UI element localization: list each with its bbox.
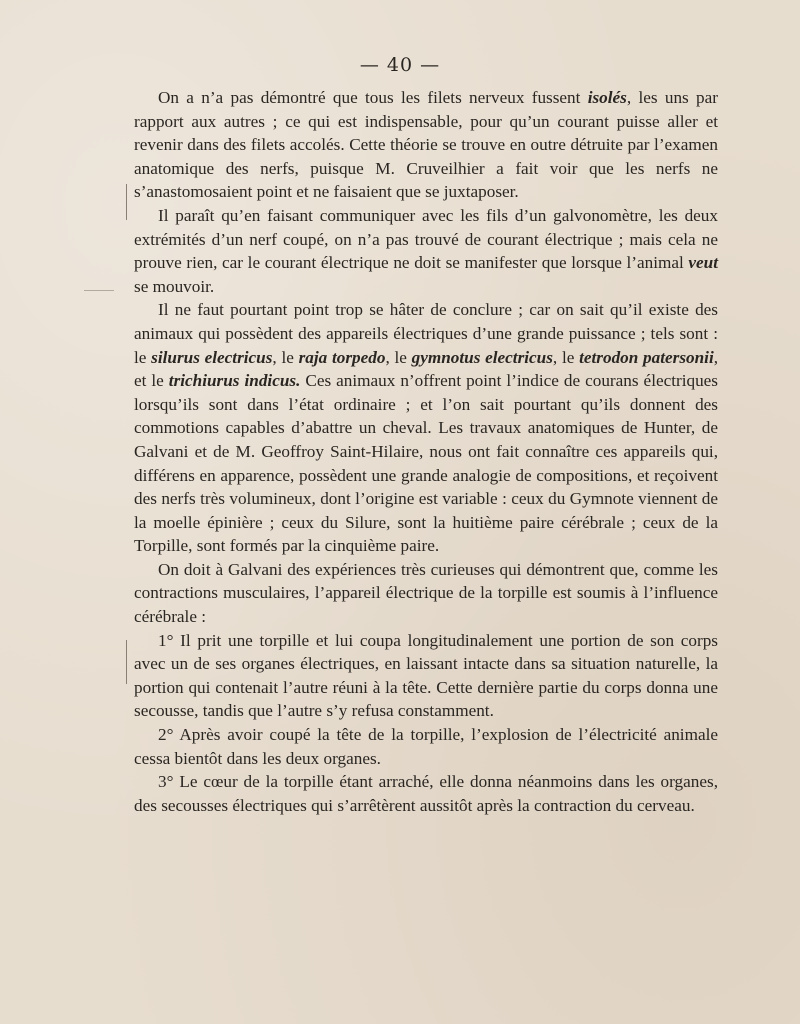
text-run: On a n’a pas démontré que tous les filets nerveux fussent xyxy=(158,88,588,107)
text-run: 2° Après avoir coupé la tête de la torpille, l’explosion de l’électricité animale cessa bientôt dans les deux organes. xyxy=(134,725,718,768)
paragraph xyxy=(134,298,718,558)
italic-term: trichiurus indicus. xyxy=(168,371,301,391)
text-run: , et le xyxy=(134,347,719,391)
text-run: Il paraît qu’en faisant communiquer avec les fils d’un galvonomètre, les deux extrémités d’un nerf coupé, on n’a pas trouvé de courant électrique ; mais cela ne prouve rien, car le courant électrique ne doit se manifester que lorsque l’animal xyxy=(134,205,718,273)
paragraph xyxy=(134,86,718,204)
text-run: , le xyxy=(552,347,580,367)
italic-term: raja torpedo xyxy=(298,347,386,367)
text-run: , le xyxy=(385,347,412,367)
margin-pencil-mark xyxy=(84,290,114,291)
paragraph xyxy=(134,770,718,817)
text-run: 3° Le cœur de la torpille étant arraché, elle donna néanmoins dans les organes, des secousses électriques qui s’arrêtèrent aussitôt après la contraction du cerveau. xyxy=(134,772,718,815)
text-run: On doit à Galvani des expériences très curieuses qui démontrent que, comme les contractions musculaires, l’appareil électrique de la torpille est soumis à l’influence cérébrale : xyxy=(134,559,718,627)
paragraph xyxy=(134,204,718,298)
text-run: se mouvoir. xyxy=(134,276,215,296)
italic-term: veut xyxy=(688,253,718,273)
paragraph xyxy=(134,629,718,723)
text-run: , les uns par rapport aux autres ; ce qui est indispensable, pour qu’un courant puisse aller et revenir dans des filets accolés. Cette théorie se trouve en outre détruite par l’examen anatomique des nerfs, puisque M. Cruveilhier a fait voir que les nerfs ne s’anastomosaient point et ne faisaient que se juxtaposer. xyxy=(134,88,718,202)
italic-term: isolés xyxy=(587,88,627,107)
text-run: Ces animaux n’offrent point l’indice de courans électriques lorsqu’ils sont dans l’état ordinaire ; et l’on sait pourtant qu’ils donnent des commotions capables d’abattre un cheval. Les travaux anatomiques de Hunter, de Galvani et de M. Geoffroy Saint-Hilaire, nous ont fait connaître ces appareils qui, différens en apparence, possèdent une grande analogie de compositions, et reçoivent des nerfs très volumineux, dont l’origine est variable : ceux du Gymnote viennent de la moelle épinière ; ceux du Silure, sont la huitième paire cérébrale ; ceux de la Torpille, sont formés par la cinquième paire. xyxy=(134,371,719,556)
margin-pencil-mark xyxy=(126,640,127,684)
paragraph xyxy=(134,723,718,770)
italic-term: gymnotus electricus xyxy=(411,347,553,367)
paragraph xyxy=(134,558,718,629)
text-run: , le xyxy=(272,347,299,367)
text-run: 1° Il prit une torpille et lui coupa longitudinalement une portion de son corps avec un de ses organes électriques, en laissant intacte dans sa situation naturelle, la portion qui contenait l’autre réuni à la tête. Cette dernière partie du corps donna une secousse, tandis que l’autre s’y refusa constamment. xyxy=(134,630,718,721)
body-text xyxy=(134,86,718,817)
italic-term: tetrodon patersonii xyxy=(579,347,714,367)
italic-term: silurus electricus xyxy=(151,347,273,367)
margin-pencil-mark xyxy=(126,184,127,220)
text-run: Il ne faut pourtant point trop se hâter de conclure ; car on sait qu’il existe des animaux qui possèdent des appareils électriques d’une grande puissance ; tels sont : le xyxy=(134,300,718,367)
page-number: — 40 — xyxy=(359,54,441,76)
